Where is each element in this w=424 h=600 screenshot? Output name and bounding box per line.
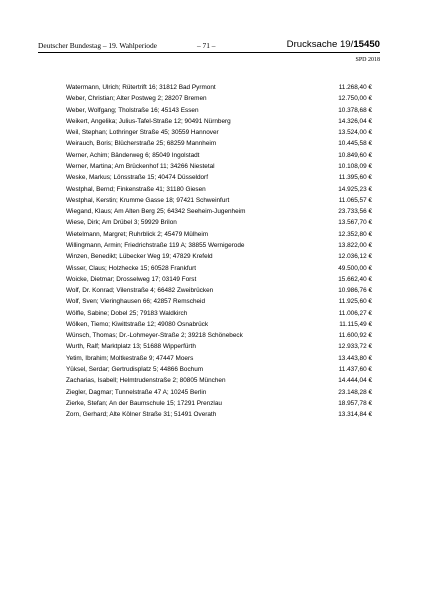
donor-entry: Weikert, Angelika; Julius-Tafel-Straße 12; 90491 Nürnberg — [66, 117, 231, 125]
donation-amount: 10.378,68 € — [338, 106, 372, 114]
document-id-label: Drucksache 19/ — [286, 39, 354, 50]
donation-amount: 10.849,60 € — [338, 151, 372, 159]
donor-entry: Weil, Stephan; Lothringer Straße 45; 30559 Hannover — [66, 129, 219, 137]
list-item — [66, 93, 372, 104]
list-item — [66, 217, 372, 228]
donor-entry: Wölken, Tiemo; Kiwittstraße 12; 49080 Osnabrück — [66, 320, 209, 328]
donation-amount: 13.443,80 € — [338, 354, 372, 362]
publisher-label: Deutscher Bundestag – 19. Wahlperiode — [38, 41, 157, 50]
list-item — [66, 285, 372, 296]
donor-entry: Westphal, Bernd; Finkenstraße 41; 31180 Giesen — [66, 185, 206, 193]
donation-amount: 11.268,40 € — [338, 84, 372, 91]
donor-entry: Yetim, Ibrahim; Moltkestraße 9; 47447 Moers — [66, 354, 194, 362]
document-id — [287, 39, 380, 50]
donor-entry: Wolf, Sven; Vieringhausen 66; 42857 Remscheid — [66, 298, 206, 306]
donor-entry: Werner, Martina; Am Brückenhof 11; 34266 Niestetal — [66, 162, 215, 170]
document-id-number: 15450 — [353, 39, 380, 50]
donation-amount: 12.750,00 € — [338, 95, 372, 103]
donor-entry: Willingmann, Armin; Friedrichstraße 119 A; 38855 Wernigerode — [66, 241, 245, 249]
donation-amount: 11.395,60 € — [338, 174, 372, 182]
donation-amount: 49.500,00 € — [338, 264, 372, 272]
donor-entry: Weirauch, Boris; Blücherstraße 25; 68259 Mannheim — [66, 140, 217, 148]
donor-entry: Wiese, Dirk; Am Drübel 3; 59929 Brilon — [66, 219, 177, 227]
donation-amount: 14.925,23 € — [338, 185, 372, 193]
list-item — [66, 161, 372, 172]
donor-entry: Yüksel, Serdar; Gertrudisplatz 5; 44866 Bochum — [66, 366, 204, 374]
list-item — [66, 138, 372, 149]
page-number: – 71 – — [197, 41, 216, 50]
donation-amount: 15.662,40 € — [338, 275, 372, 283]
list-item — [66, 116, 372, 127]
donation-amount: 13.567,70 € — [338, 219, 372, 227]
list-item — [66, 195, 372, 206]
donor-entry: Watermann, Ulrich; Rütertrift 16; 31812 Bad Pyrmont — [66, 84, 216, 91]
donor-entry: Wünsch, Thomas; Dr.-Lohmeyer-Straße 2; 39218 Schönebeck — [66, 332, 243, 340]
list-item — [66, 353, 372, 364]
donation-amount: 10.986,76 € — [338, 287, 372, 295]
list-item — [66, 375, 372, 386]
list-item — [66, 364, 372, 375]
list-item — [66, 409, 372, 420]
donation-amount: 23.148,28 € — [338, 388, 372, 396]
list-item — [66, 127, 372, 138]
donation-amount: 13.822,00 € — [338, 241, 372, 249]
list-item — [66, 240, 372, 251]
donation-amount: 13.524,00 € — [338, 129, 372, 137]
list-item — [66, 296, 372, 307]
donor-entry: Wisser, Claus; Holzhecke 15; 60528 Frankfurt — [66, 264, 196, 272]
donor-entry: Wurth, Ralf; Marktplatz 13; 51688 Wipperfürth — [66, 343, 196, 351]
donor-entry: Wolf, Dr. Konrad; Vilenstraße 4; 66482 Zweibrücken — [66, 287, 214, 295]
donation-amount: 12.933,72 € — [338, 343, 372, 351]
donor-entry: Wietelmann, Margret; Ruhrblick 2; 45479 Mülheim — [66, 230, 209, 238]
list-item — [66, 172, 372, 183]
list-item — [66, 82, 372, 93]
list-item — [66, 341, 372, 352]
donor-entry: Westphal, Kerstin; Krumme Gasse 18; 97421 Schweinfurt — [66, 196, 230, 204]
donation-amount: 12.036,12 € — [338, 253, 372, 261]
header-rule — [38, 52, 380, 53]
donation-amount: 13.314,84 € — [338, 411, 372, 419]
donor-entry: Zorn, Gerhard; Alte Kölner Straße 31; 51491 Overath — [66, 411, 217, 419]
donation-amount: 11.600,92 € — [338, 332, 372, 340]
donation-amount: 11.006,27 € — [338, 309, 372, 317]
donation-amount: 18.957,78 € — [338, 399, 372, 407]
donor-entry: Zacharias, Isabell; Helmtrudenstraße 2; 80805 München — [66, 377, 226, 385]
donor-entry: Weber, Christian; Alter Postweg 2; 28207 Bremen — [66, 95, 207, 103]
list-item — [66, 263, 372, 274]
list-item — [66, 206, 372, 217]
list-item — [66, 251, 372, 262]
list-item — [66, 319, 372, 330]
list-item — [66, 398, 372, 409]
donor-entry: Wiegand, Klaus; Am Alten Berg 25; 64342 Seeheim-Jugenheim — [66, 208, 246, 216]
donor-entry: Weske, Markus; Lönsstraße 15; 40474 Düsseldorf — [66, 174, 208, 182]
donation-list — [66, 82, 372, 420]
donation-amount: 11.115,49 € — [339, 320, 372, 328]
list-item — [66, 184, 372, 195]
donation-amount: 11.065,57 € — [338, 196, 372, 204]
donation-amount: 14.444,04 € — [338, 377, 372, 385]
donation-amount: 23.733,56 € — [338, 208, 372, 216]
donation-amount: 12.352,80 € — [338, 230, 372, 238]
list-item — [66, 387, 372, 398]
donation-amount: 10.108,09 € — [338, 162, 372, 170]
donor-entry: Zierke, Stefan; An der Baumschule 15; 17291 Prenzlau — [66, 399, 222, 407]
list-item — [66, 229, 372, 240]
donation-amount: 10.445,58 € — [338, 140, 372, 148]
donor-entry: Ziegler, Dagmar; Tunnelstraße 47 A; 10245 Berlin — [66, 388, 207, 396]
party-label: SPD 2018 — [355, 57, 380, 63]
donor-entry: Werner, Achim; Bänderweg 6; 85049 Ingolstadt — [66, 151, 200, 159]
donor-entry: Wölfle, Sabine; Dobel 25; 79183 Waldkirch — [66, 309, 188, 317]
donor-entry: Winzen, Benedikt; Lübecker Weg 19; 47829 Krefeld — [66, 253, 213, 261]
list-item — [66, 308, 372, 319]
list-item — [66, 105, 372, 116]
list-item — [66, 274, 372, 285]
list-item — [66, 150, 372, 161]
donation-amount: 14.326,04 € — [338, 117, 372, 125]
donor-entry: Weber, Wolfgang; Tholstraße 16; 45143 Essen — [66, 106, 199, 114]
donation-amount: 11.437,60 € — [338, 366, 372, 374]
donor-entry: Woicke, Dietmar; Drosselweg 17; 03149 Forst — [66, 275, 197, 283]
donation-amount: 11.925,60 € — [338, 298, 372, 306]
list-item — [66, 330, 372, 341]
page-header — [38, 40, 380, 52]
